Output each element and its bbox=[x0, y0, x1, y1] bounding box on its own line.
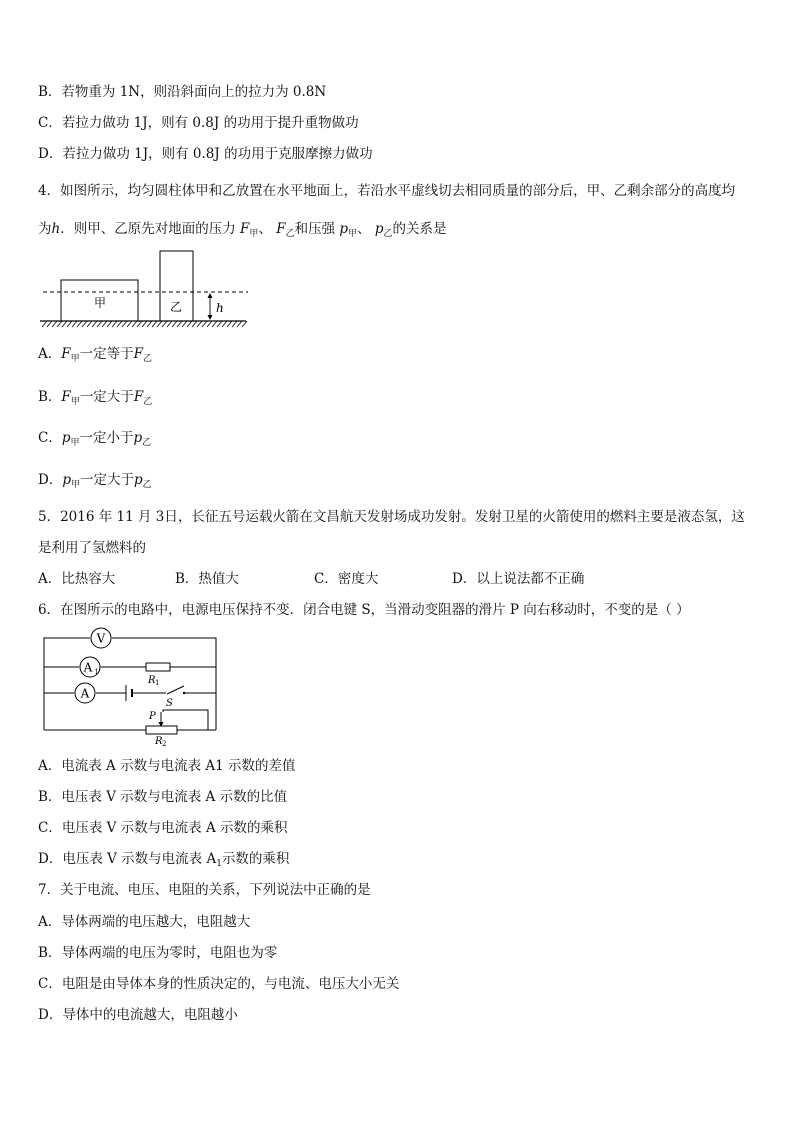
hatch-stroke bbox=[137, 321, 142, 327]
hatch-stroke bbox=[112, 321, 117, 327]
hatch-stroke bbox=[67, 321, 72, 327]
q6-option-c: C．电压表 V 示数与电流表 A 示数的乘积 bbox=[38, 820, 288, 836]
q5-stem-line2: 是利用了氢燃料的 bbox=[38, 540, 146, 556]
hatch-stroke bbox=[242, 321, 247, 327]
hatch-stroke bbox=[232, 321, 237, 327]
hatch-stroke bbox=[212, 321, 217, 327]
slider-p-label: P bbox=[149, 711, 156, 722]
hatch-stroke bbox=[182, 321, 187, 327]
hatch-stroke bbox=[52, 321, 57, 327]
hatch-stroke bbox=[42, 321, 47, 327]
q4-cylinders-figure bbox=[38, 248, 250, 330]
hatch-stroke bbox=[167, 321, 172, 327]
q7-option-a: A．导体两端的电压越大，电阻越大 bbox=[38, 914, 251, 930]
q7-option-d: D．导体中的电流越大，电阻越小 bbox=[38, 1007, 238, 1023]
hatch-stroke bbox=[107, 321, 112, 327]
q5-options bbox=[38, 570, 758, 588]
hatch-stroke bbox=[77, 321, 82, 327]
hatch-stroke bbox=[162, 321, 167, 327]
ground-hatching bbox=[42, 321, 247, 327]
hatch-stroke bbox=[57, 321, 62, 327]
q6-stem: 6．在图所示的电路中，电源电压保持不变．闭合电键 S，当滑动变阻器的滑片 P 向右移动时，不变的是（ ） bbox=[38, 602, 690, 618]
hatch-stroke bbox=[157, 321, 162, 327]
hatch-stroke bbox=[147, 321, 152, 327]
q4-option-a: A．$F_甲$一定等于$F_乙$ bbox=[38, 346, 153, 364]
q6-option-b: B．电压表 V 示数与电流表 A 示数的比值 bbox=[38, 789, 288, 805]
hatch-stroke bbox=[177, 321, 182, 327]
hatch-stroke bbox=[132, 321, 137, 327]
resistor-r2-label: R bbox=[155, 736, 163, 747]
q5-option-b: B．热值大 bbox=[175, 571, 239, 587]
q4-option-c: C．$p_甲$一定小于$p_乙$ bbox=[38, 430, 152, 448]
hatch-stroke bbox=[72, 321, 77, 327]
hatch-stroke bbox=[142, 321, 147, 327]
hatch-stroke bbox=[202, 321, 207, 327]
hatch-stroke bbox=[192, 321, 197, 327]
q3-option-b: B．若物重为 1N，则沿斜面向上的拉力为 0.8N bbox=[38, 84, 327, 100]
hatch-stroke bbox=[127, 321, 132, 327]
hatch-stroke bbox=[227, 321, 232, 327]
hatch-stroke bbox=[82, 321, 87, 327]
hatch-stroke bbox=[102, 321, 107, 327]
resistor-r1-sub: 1 bbox=[155, 679, 160, 687]
resistor-r2 bbox=[146, 726, 177, 734]
label-jia: 甲 bbox=[93, 296, 107, 310]
q6-option-a: A．电流表 A 示数与电流表 A1 示数的差值 bbox=[38, 758, 296, 774]
switch-contact bbox=[183, 692, 185, 694]
switch-label: S bbox=[166, 698, 173, 709]
hatch-stroke bbox=[217, 321, 222, 327]
resistor-r1 bbox=[146, 663, 170, 671]
label-h: h bbox=[216, 301, 224, 315]
hatch-stroke bbox=[122, 321, 127, 327]
ammeter-a-label: A bbox=[80, 686, 90, 701]
resistor-r2-sub: 2 bbox=[162, 740, 167, 748]
hatch-stroke bbox=[47, 321, 52, 327]
hatch-stroke bbox=[117, 321, 122, 327]
resistor-r1-label: R bbox=[148, 675, 156, 686]
q4-stem-line1: 4．如图所示，均匀圆柱体甲和乙放置在水平地面上，若沿水平虚线切去相同质量的部分后，甲、乙剩余部分的高度均 bbox=[38, 183, 736, 199]
q6-circuit-figure bbox=[38, 626, 220, 750]
ammeter-a1-sub: 1 bbox=[94, 668, 99, 676]
hatch-stroke bbox=[97, 321, 102, 327]
hatch-stroke bbox=[187, 321, 192, 327]
hatch-stroke bbox=[62, 321, 67, 327]
label-yi: 乙 bbox=[169, 300, 183, 314]
hatch-stroke bbox=[152, 321, 157, 327]
h-arrow-head-top bbox=[208, 293, 213, 298]
hatch-stroke bbox=[207, 321, 212, 327]
hatch-stroke bbox=[237, 321, 242, 327]
q5-option-d: D．以上说法都不正确 bbox=[452, 571, 585, 587]
ammeter-a1-label: A bbox=[83, 660, 93, 675]
q5-option-a: A．比热容大 bbox=[38, 571, 116, 587]
hatch-stroke bbox=[222, 321, 227, 327]
q7-stem: 7．关于电流、电压、电阻的关系，下列说法中正确的是 bbox=[38, 882, 371, 898]
hatch-stroke bbox=[92, 321, 97, 327]
hatch-stroke bbox=[87, 321, 92, 327]
q5-option-c: C．密度大 bbox=[314, 571, 379, 587]
h-arrow-head-bottom bbox=[208, 315, 213, 320]
hatch-stroke bbox=[197, 321, 202, 327]
q3-option-d: D．若拉力做功 1J，则有 0.8J 的功用于克服摩擦力做功 bbox=[38, 146, 373, 162]
q4-option-d: D．$p_甲$一定大于$p_乙$ bbox=[38, 472, 152, 490]
q6-option-d: D．电压表 V 示数与电流表 $A_1$示数的乘积 bbox=[38, 851, 290, 869]
q7-option-c: C．电阻是由导体本身的性质决定的，与电流、电压大小无关 bbox=[38, 976, 400, 992]
q7-option-b: B．导体两端的电压为零时，电阻也为零 bbox=[38, 945, 278, 961]
voltmeter-label: V bbox=[96, 631, 106, 646]
q5-stem-line1: 5．2016 年 11 月 3日，长征五号运载火箭在文昌航天发射场成功发射。发射卫星的火箭使用的燃料主要是液态氢，这 bbox=[38, 509, 745, 525]
q4-stem-line2: 为h．则甲、乙原先对地面的压力 $F_甲$、 $F_乙$和压强 $p_甲$、 $p_乙$的关系是 bbox=[38, 221, 447, 239]
hatch-stroke bbox=[172, 321, 177, 327]
q4-option-b: B．$F_甲$一定大于$F_乙$ bbox=[38, 389, 153, 407]
q3-option-c: C．若拉力做功 1J，则有 0.8J 的功用于提升重物做功 bbox=[38, 115, 359, 131]
